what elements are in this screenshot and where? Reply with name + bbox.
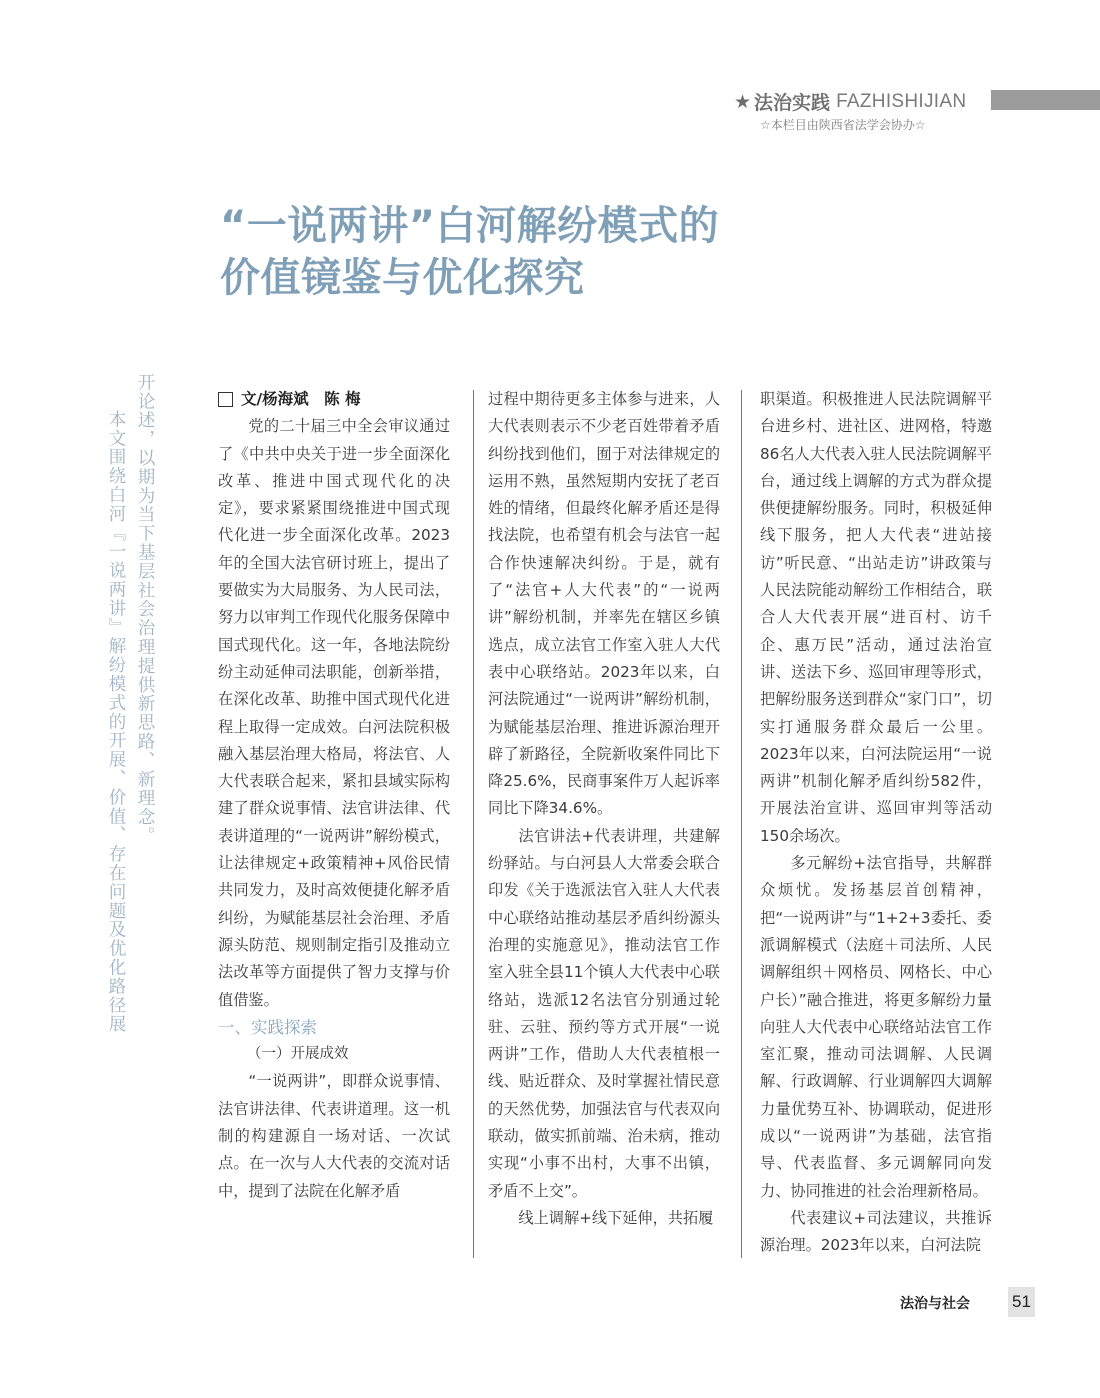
- article-title-line1: “一说两讲”白河解纷模式的: [220, 203, 720, 249]
- column-divider: [473, 390, 474, 1258]
- header-decor-bar: [991, 90, 1100, 110]
- paragraph: 过程中期待更多主体参与进来，人大代表则表示不少老百姓带着矛盾纠纷找到他们，囿于对法律规定的运用不熟，虽然短期内安抚了老百姓的情绪，但最终化解矛盾还是得找法院，也希望有机会与法官一起合作快速解决纠纷。于是，就有了“法官+人大代表”的“一说两讲”解纷机制，并率先在辖区乡镇选点，成立法官工作室入驻人大代表中心联络站。2023年以来，白河法院通过“一说两讲”解纷机制，为赋能基层治理、推进诉源治理开辟了新路径，全院新收案件同比下降25.6%，民商事案件万人起诉率同比下降34.6%。: [488, 390, 720, 818]
- text-column-1: [218, 386, 450, 1205]
- article-title: [220, 200, 719, 304]
- square-icon: [218, 392, 233, 407]
- column-divider: [741, 390, 742, 1258]
- paragraph: 线上调解+线下延伸，共拓履: [518, 1208, 714, 1227]
- paragraph: 法官讲法+代表讲理，共建解纷驿站。与白河县人大常委会联合印发《关于选派法官入驻人大代表中心联络站推动基层矛盾纠纷源头治理的实施意见》，推动法官工作室入驻全县11个镇人大代表中心联络站，选派12名法官分别通过轮驻、云驻、预约等方式开展“一说两讲”工作，借助人大代表植根一线、贴近群众、及时掌握社情民意的天然优势，加强法官与代表双向联动，做实抓前端、治未病，推动实现“小事不出村，大事不出镇，矛盾不上交”。: [488, 826, 720, 1200]
- journal-name: 法治与社会: [900, 1296, 970, 1312]
- paragraph: 多元解纷+法官指导，共解群众烦忧。发扬基层首创精神，把“一说两讲”与“1+2+3委托、委派调解模式（法庭＋司法所、人民调解组织＋网格员、网格长、中心户长）”融合推进，将更多解纷力量向驻人大代表中心联络站法官工作室汇聚，推动司法调解、人民调解、行政调解、行业调解四大调解力量优势互补、协调联动，促进形成以“一说两讲”为基础，法官指导、代表监督、多元调解同向发力、协同推进的社会治理新格局。: [760, 854, 992, 1200]
- subsection-heading: （一）开展成效: [247, 1046, 349, 1063]
- paragraph: 党的二十届三中全会审议通过了《中共中央关于进一步全面深化改革、推进中国式现代化的决定》，要求紧紧围绕推进中国式现代化进一步全面深化改革。2023年的全国大法官研讨班上，提出了要做实为大局服务、为人民司法，努力以审判工作现代化服务保障中国式现代化。这一年，各地法院纷纷主动延伸司法职能，创新举措，在深化改革、助推中国式现代化进程上取得一定成效。白河法院积极融入基层治理大格局，将法官、人大代表联合起来，紧扣县域实际构建了群众说事情、法官讲法律、代表讲道理的“一说两讲”解纷模式，让法律规定+政策精神+风俗民情共同发力，及时高效便捷化解矛盾纠纷，为赋能基层社会治理、矛盾源头防范、规则制定指引及推动立法改革等方面提供了智力支撑与价值借鉴。: [218, 417, 450, 1009]
- author-names: 文/杨海斌 陈 梅: [241, 390, 361, 408]
- paragraph: 职渠道。积极推进人民法院调解平台进乡村、进社区、进网格，特邀86名人大代表入驻人民法院调解平台，通过线上调解的方式为群众提供便捷解纷服务。同时，积极延伸线下服务，把人大代表“进站接访”听民意、“出站走访”讲政策与人民法院能动解纷工作相结合，联合人大代表开展“进百村、访千企、惠万民”活动，通过法治宣讲、送法下乡、巡回审理等形式，把解纷服务送到群众“家门口”，切实打通服务群众最后一公里。2023年以来，白河法院运用“一说两讲”机制化解矛盾纠纷582件，开展法治宣讲、巡回审判等活动150余场次。: [760, 390, 992, 845]
- column-header-title: [734, 88, 966, 115]
- text-column-2: [488, 386, 720, 1232]
- star-icon: ★: [734, 90, 752, 113]
- abstract-column-2: 本文围绕白河『一说两讲』解纷模式的开展、价值、存在问题及优化路径展: [106, 410, 126, 1034]
- section-heading: 一、实践探索: [218, 1017, 317, 1037]
- byline: [218, 386, 450, 413]
- paragraph: “一说两讲”，即群众说事情、法官讲法律、代表讲道理。这一机制的构建源自一场对话、一次试点。在一次与人大代表的交流对话中，提到了法院在化解矛盾: [218, 1072, 450, 1200]
- abstract-column-1: 开论述，以期为当下基层社会治理提供新思路、新理念。: [135, 373, 155, 846]
- column-name-en: FAZHISHIJIAN: [836, 90, 967, 112]
- column-name: 法治实践: [754, 92, 831, 114]
- page-number: 51: [1008, 1287, 1035, 1317]
- paragraph: 代表建议+司法建议，共推诉源治理。2023年以来，白河法院: [760, 1208, 992, 1255]
- text-column-3: [760, 386, 992, 1260]
- column-sponsor: ☆本栏目由陕西省法学会协办☆: [760, 118, 926, 132]
- article-title-line2: 价值镜鉴与优化探究: [220, 255, 585, 301]
